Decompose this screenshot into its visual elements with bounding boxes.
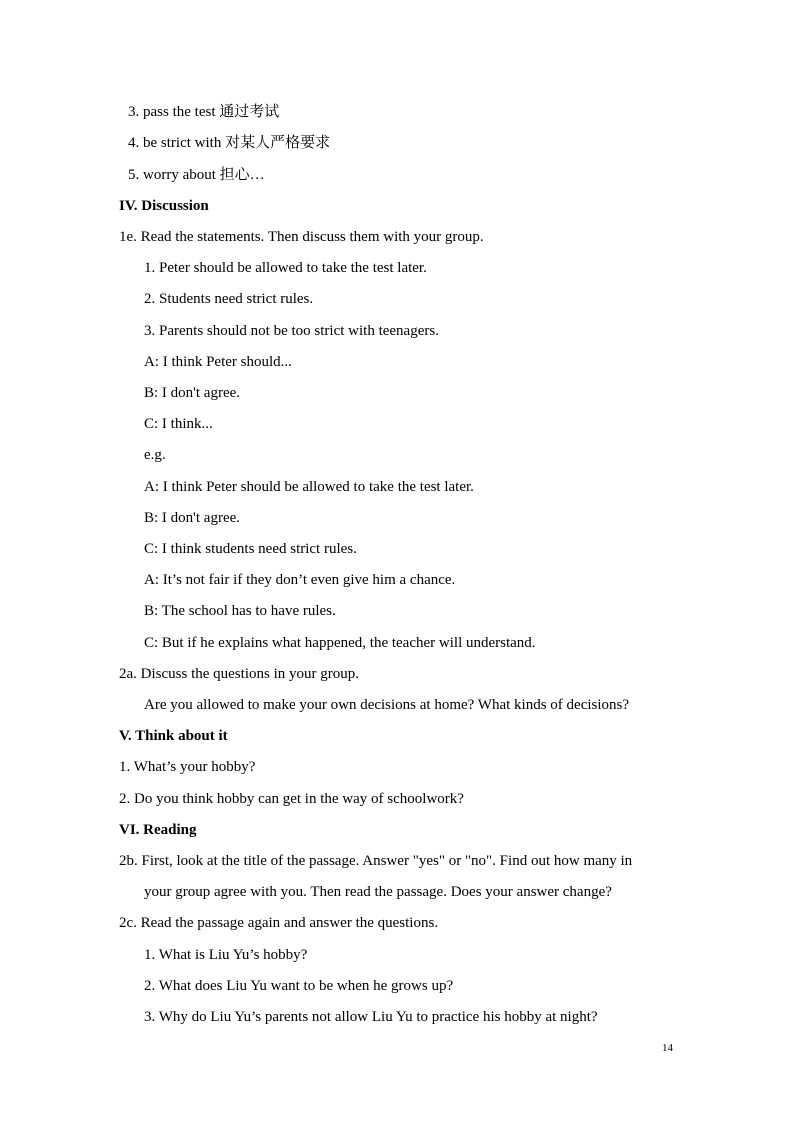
section-heading-think-about-it: V. Think about it [119, 728, 228, 744]
reading-question-3: 3. Why do Liu Yu’s parents not allow Liu Yu to practice his hobby at night? [144, 1009, 598, 1025]
example-line-b1: B: I don't agree. [144, 510, 241, 526]
example-line-c2: C: But if he explains what happened, the teacher will understand. [144, 635, 536, 651]
section-heading-discussion: IV. Discussion [119, 198, 209, 214]
phrase-be-strict-with: 4. be strict with 对某人严格要求 [128, 135, 331, 151]
statement-1: 1. Peter should be allowed to take the test later. [144, 260, 427, 276]
dialogue-template-c: C: I think... [144, 416, 213, 432]
think-question-2: 2. Do you think hobby can get in the way of schoolwork? [119, 791, 464, 807]
instruction-1e: 1e. Read the statements. Then discuss them with your group. [119, 229, 484, 245]
think-question-1: 1. What’s your hobby? [119, 759, 256, 775]
phrase-pass-the-test: 3. pass the test 通过考试 [128, 104, 280, 120]
section-heading-reading: VI. Reading [119, 822, 197, 838]
page-number: 14 [662, 1042, 673, 1054]
example-line-a1: A: I think Peter should be allowed to take the test later. [144, 479, 474, 495]
statement-3: 3. Parents should not be too strict with teenagers. [144, 323, 439, 339]
instruction-2b-line-2: your group agree with you. Then read the passage. Does your answer change? [144, 884, 612, 900]
statement-2: 2. Students need strict rules. [144, 291, 314, 307]
example-line-c1: C: I think students need strict rules. [144, 541, 357, 557]
question-2a: Are you allowed to make your own decisions at home? What kinds of decisions? [144, 697, 630, 713]
instruction-2b-line-1: 2b. First, look at the title of the passage. Answer "yes" or "no". Find out how many in [119, 853, 633, 869]
dialogue-template-a: A: I think Peter should... [144, 354, 292, 370]
example-label: e.g. [144, 447, 166, 463]
dialogue-template-b: B: I don't agree. [144, 385, 241, 401]
example-line-a2: A: It’s not fair if they don’t even give him a chance. [144, 572, 456, 588]
example-line-b2: B: The school has to have rules. [144, 603, 336, 619]
instruction-2c: 2c. Read the passage again and answer the questions. [119, 915, 439, 931]
instruction-2a: 2a. Discuss the questions in your group. [119, 666, 359, 682]
reading-question-1: 1. What is Liu Yu’s hobby? [144, 947, 308, 963]
phrase-worry-about: 5. worry about 担心… [128, 167, 265, 183]
reading-question-2: 2. What does Liu Yu want to be when he grows up? [144, 978, 454, 994]
